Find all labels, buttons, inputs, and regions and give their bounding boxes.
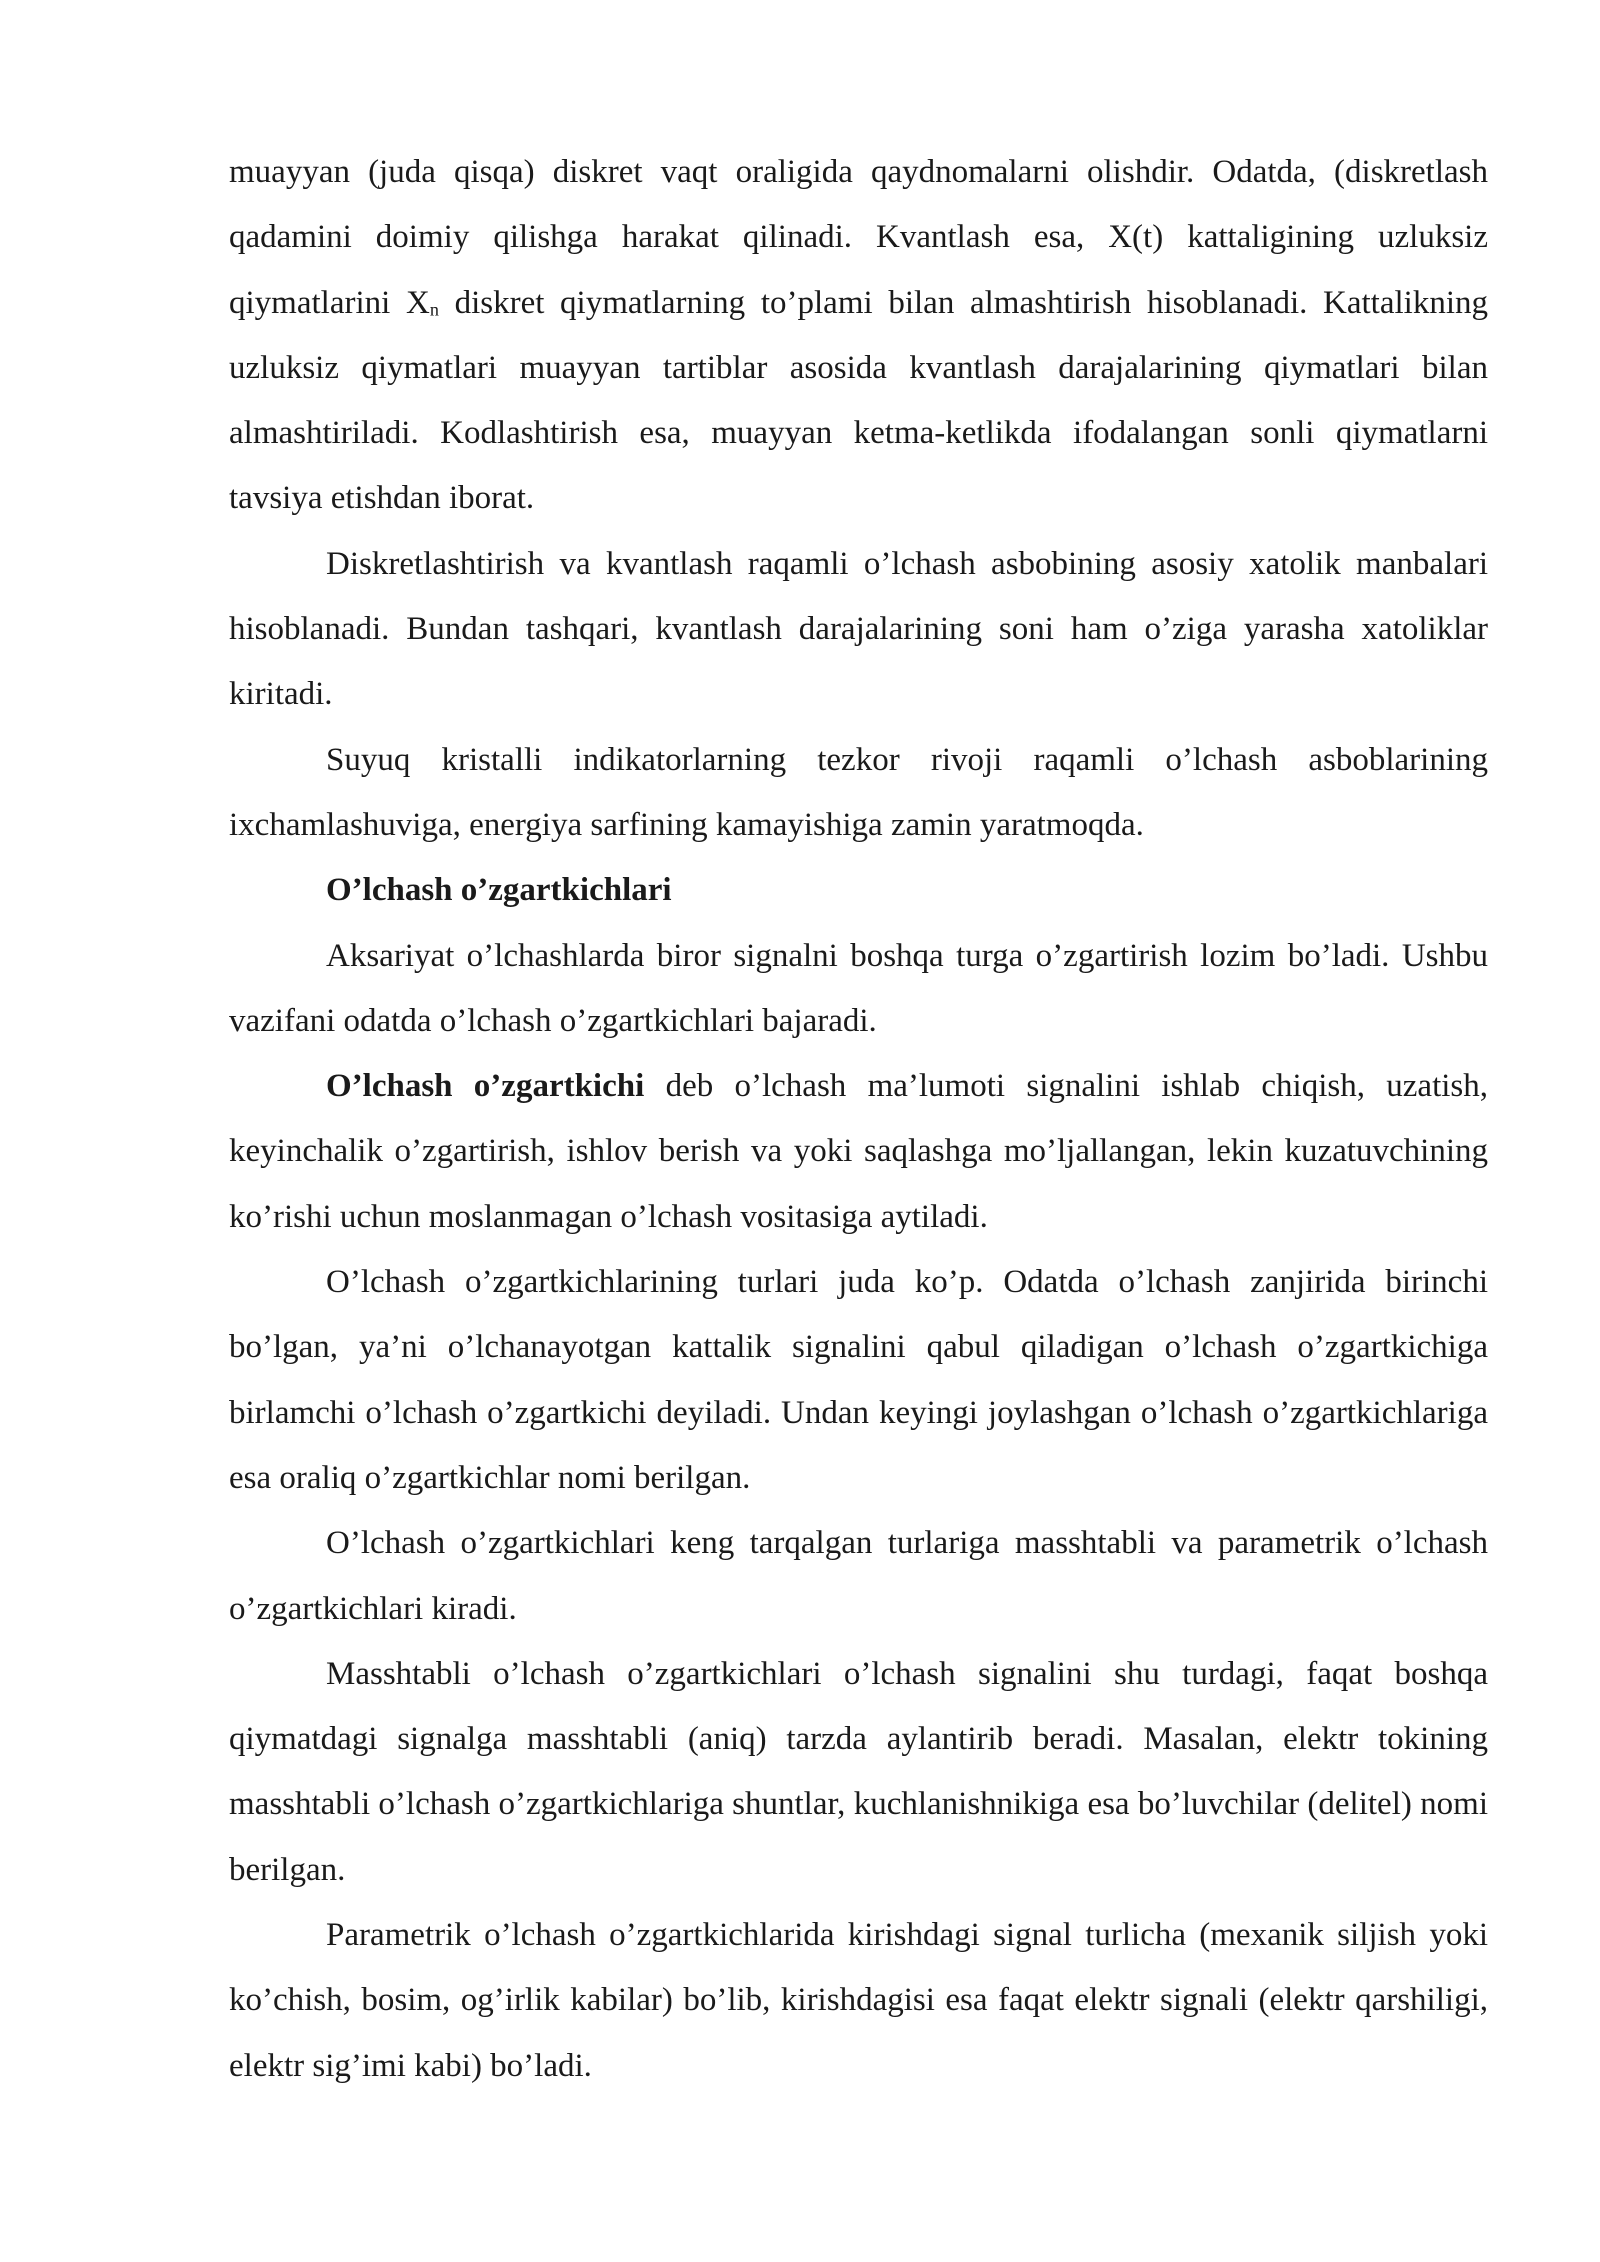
paragraph-1-rest: diskret qiymatlarning to’plami bilan almashtirish hisoblanadi. Kattalikning uzluksiz qiymatlari muayyan tartiblar asosida kvantlash darajalarining qiymatlari bilan almashtiriladi. Kodlashtirish esa, muayyan ketma-ketlikda ifodalangan sonli qiymatlarni tavsiya etishdan iborat.: [229, 284, 1488, 517]
definition-text: deb o’lchash ma’lumoti signalini ishlab chiqish, uzatish, keyinchalik o’zgartirish, ishlov berish va yoki saqlashga mo’ljallangan, lekin kuzatuvchining ko’rishi uchun moslanmagan o’lchash vositasiga aytiladi.: [229, 1068, 1488, 1235]
section-heading: O’lchash o’zgartkichlari: [326, 872, 672, 909]
paragraph-3: Suyuq kristalli indikatorlarning tezkor rivoji raqamli o’lchash asboblarining ixchamlashuviga, energiya sarfining kamayishiga zamin yaratmoqda.: [229, 741, 1488, 843]
quantity-symbol: X: [405, 284, 430, 321]
paragraph-1: [229, 140, 1488, 532]
paragraph-6: O’lchash o’zgartkichlarining turlari juda ko’p. Odatda o’lchash zanjirida birinchi bo’lgan, ya’ni o’lchanayotgan kattalik signalini qabul qiladigan o’lchash o’zgartkichiga birlamchi o’lchash o’zgartkichi deyiladi. Undan keyingi joylashgan o’lchash o’zgartkichlariga esa oraliq o’zgartkichlar nomi berilgan.: [229, 1264, 1488, 1496]
paragraph-7: O’lchash o’zgartkichlari keng tarqalgan turlariga masshtabli va parametrik o’lchash o’zgartkichlari kiradi.: [229, 1525, 1488, 1627]
paragraph-9: Parametrik o’lchash o’zgartkichlarida kirishdagi signal turlicha (mexanik siljish yoki ko’chish, bosim, og’irlik kabilar) bo’lib, kirishdagisi esa faqat elektr signali (elektr qarshiligi, elektr sig’imi kabi) bo’ladi.: [229, 1917, 1488, 2084]
paragraph-5: [229, 1054, 1488, 1250]
paragraph-8: Masshtabli o’lchash o’zgartkichlari o’lchash signalini shu turdagi, faqat boshqa qiymatdagi signalga masshtabli (aniq) tarzda aylantirib beradi. Masalan, elektr tokining masshtabli o’lchash o’zgartkichlariga shuntlar, kuchlanishnikiga esa bo’luvchilar (delitel) nomi berilgan.: [229, 1655, 1488, 1888]
quantity-subscript: n: [429, 299, 439, 320]
paragraph-4: Aksariyat o’lchashlarda biror signalni boshqa turga o’zgartirish lozim bo’ladi. Ushbu vazifani odatda o’lchash o’zgartkichlari bajaradi.: [229, 937, 1488, 1039]
definition-term: O’lchash o’zgartkichi: [326, 1068, 645, 1105]
paragraph-1-text: muayyan (juda qisqa) diskret vaqt oraligida qaydnomalarni olishdir. Odatda, (diskretlash qadamini doimiy qilishga harakat qilinadi. Kvantlash esa, X(t) kattaligining uzluksiz qiymatlarini: [229, 154, 1488, 321]
document-page: [229, 140, 1488, 2099]
paragraph-2: Diskretlashtirish va kvantlash raqamli o’lchash asbobining asosiy xatolik manbalari hisoblanadi. Bundan tashqari, kvantlash darajalarining soni ham o’ziga yarasha xatoliklar kiritadi.: [229, 545, 1488, 713]
